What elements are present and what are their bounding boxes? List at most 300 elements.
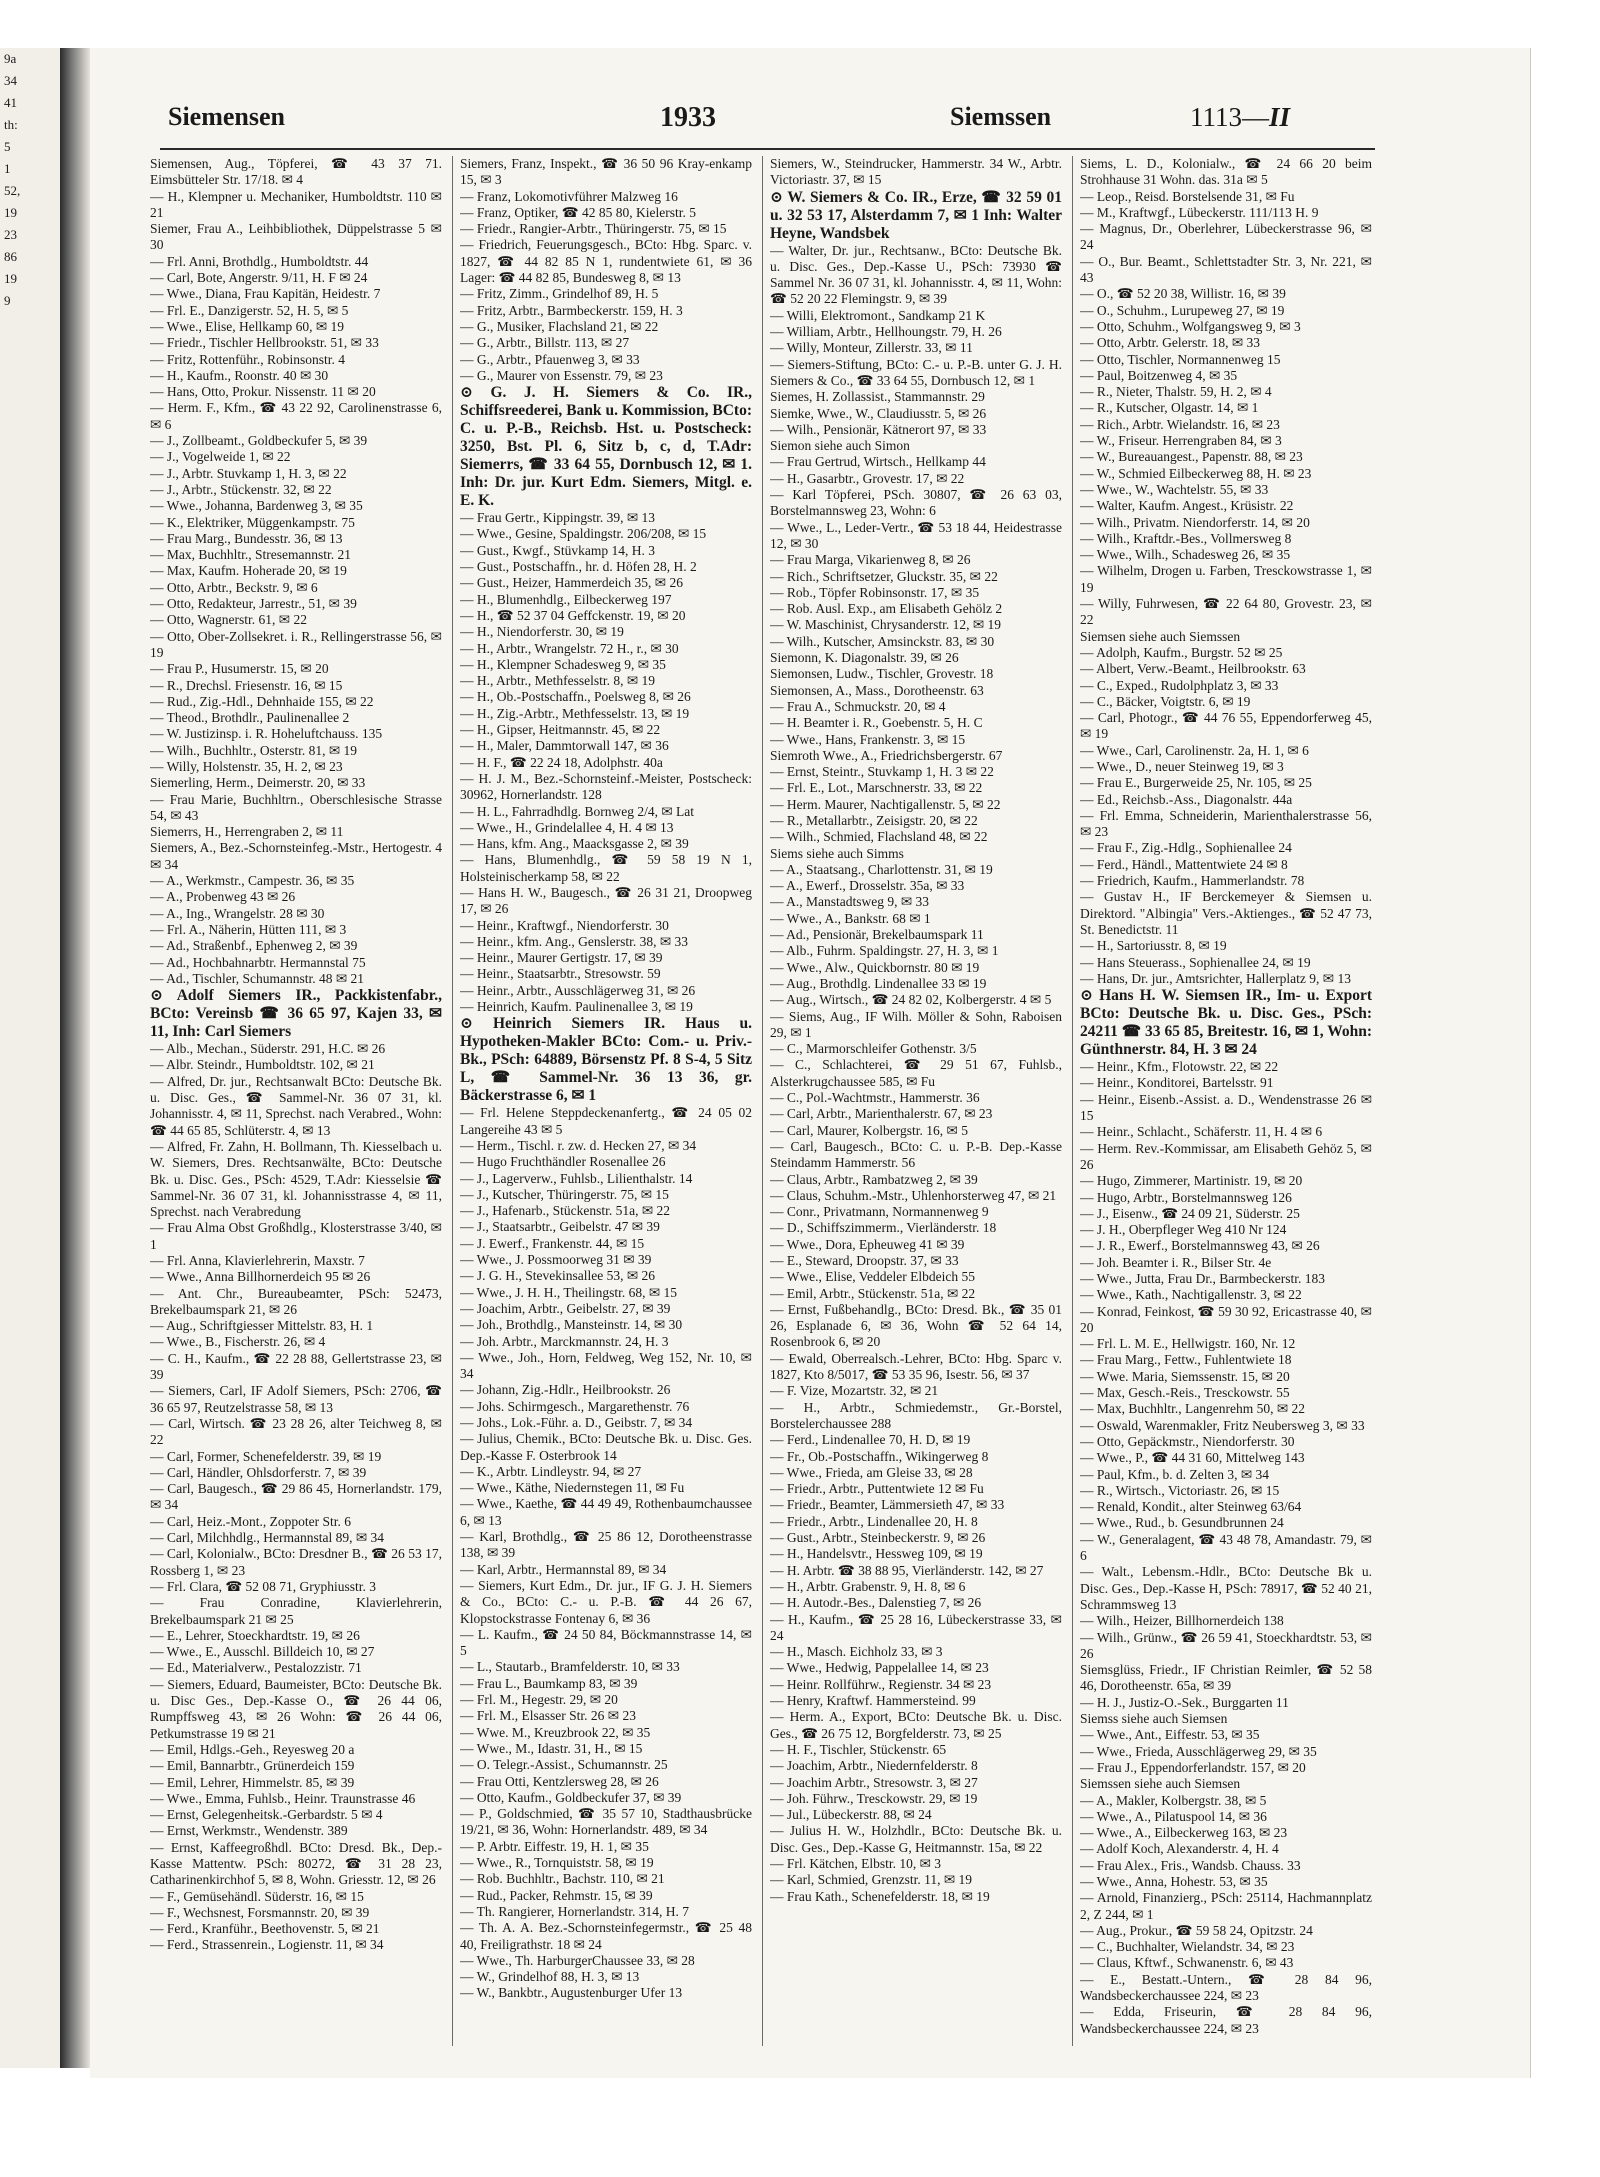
directory-entry: — Fritz, Zimm., Grindelhof 89, H. 5	[460, 286, 659, 302]
directory-entry: — Wwe., Dora, Epheuweg 41 ✉ 39	[770, 1236, 965, 1252]
directory-entry: — Frl. L. M. E., Hellwigstr. 160, Nr. 12	[1080, 1336, 1296, 1352]
directory-entry: — E., Bestatt.-Untern., ☎ 28 84 96, Wandsbeckerchaussee 224, ✉ 23	[1080, 1971, 1372, 2004]
directory-entry: — Wwe., Carl, Carolinenstr. 2a, H. 1, ✉ 6	[1080, 742, 1309, 758]
directory-entry: — Emil, Lehrer, Himmelstr. 85, ✉ 39	[150, 1774, 355, 1790]
directory-entry: — R., Drechsl. Friesenstr. 16, ✉ 15	[150, 677, 343, 693]
directory-entry: — Wwe., Kaethe, ☎ 44 49 49, Rothenbaumchaussee 6, ✉ 13	[460, 1496, 752, 1528]
left-page-fragment: 34	[4, 73, 17, 88]
directory-entry: — Ewald, Oberrealsch.-Lehrer, BCto: Hbg. Sparc v. 1827, Kto 8/5017, ☎ 53 35 96, Isestr. 56, ✉ 37	[770, 1350, 1062, 1383]
directory-entry: — Carl, Photogr., ☎ 44 76 55, Eppendorferweg 45, ✉ 19	[1080, 710, 1372, 742]
directory-entry: — Heinr., kfm. Ang., Genslerstr. 38, ✉ 33	[460, 933, 689, 949]
column-divider	[1072, 156, 1073, 2046]
directory-entry: — Rich., Schriftsetzer, Gluckstr. 35, ✉ 22	[770, 568, 998, 584]
directory-entry: — Fr., Ob.-Postschaffn., Wikingerweg 8	[770, 1448, 989, 1464]
directory-entry: — Carl, Händler, Ohlsdorferstr. 7, ✉ 39	[150, 1464, 367, 1480]
directory-entry: — Alfred, Fr. Zahn, H. Bollmann, Th. Kiesselbach u. W. Siemers, Dres. Rechtsanwälte, BCto: Deutsche Bk. u. Disc. Ges., PSch: 4529, T.Adr: Kiesselsie ☎ Sammel-Nr. 36 07 31, kl. Johannisstrasse 4, ✉ 11, Sprechst. nach Verabredung	[150, 1138, 442, 1220]
directory-entry: Siems, L. D., Kolonialw., ☎ 24 66 20 beim Strohhause 31 Wohn. das. 31a ✉ 5	[1080, 156, 1372, 188]
directory-entry: — Adolph, Kaufm., Burgstr. 52 ✉ 25	[1080, 644, 1283, 660]
directory-entry: — Joachim, Arbtr., Niedernfelderstr. 8	[770, 1758, 978, 1774]
directory-entry: — Ad., Straßenbf., Ephenweg 2, ✉ 39	[150, 938, 358, 954]
column-4	[1080, 156, 1372, 2046]
directory-entry: — Hans, Blumenhdlg., ☎ 59 58 19 N 1, Holsteinischerkamp 58, ✉ 22	[460, 852, 752, 884]
directory-entry: — Conr., Privatmann, Normannenweg 9	[770, 1204, 989, 1220]
directory-entry: — Wwe., Joh., Horn, Feldweg, Weg 152, Nr. 10, ✉ 34	[460, 1349, 752, 1382]
directory-entry: — Wilh., Schmied, Flachsland 48, ✉ 22	[770, 829, 988, 845]
directory-entry: — Wwe., Hedwig, Pappelallee 14, ✉ 23	[770, 1660, 989, 1676]
directory-entry: — Frl. Anna, Klavierlehrerin, Maxstr. 7	[150, 1253, 365, 1268]
directory-entry: — Otto, Gepäckmstr., Niendorferstr. 30	[1080, 1433, 1295, 1449]
directory-entry: — Johann, Zig.-Hdlr., Heilbrookstr. 26	[460, 1382, 671, 1398]
left-page-fragment: 41	[4, 95, 17, 110]
directory-entry: — D., Schiffszimmerm., Vierländerstr. 18	[770, 1220, 997, 1236]
directory-entry: — Frau Alex., Fris., Wandsb. Chauss. 33	[1080, 1857, 1301, 1873]
directory-entry: — H., Arbtr., Wrangelstr. 72 H., r., ✉ 30	[460, 640, 679, 656]
directory-entry: — W., Generalagent, ☎ 43 48 78, Amandastr. 79, ✉ 6	[1080, 1531, 1372, 1564]
directory-entry: — C. H., Kaufm., ☎ 22 28 88, Gellertstrasse 23, ✉ 39	[150, 1350, 442, 1383]
directory-entry: — Claus, Arbtr., Rambatzweg 2, ✉ 39	[770, 1171, 978, 1187]
directory-entry: — F., Gemüsehändl. Süderstr. 16, ✉ 15	[150, 1888, 364, 1904]
directory-entry: — Wwe., Hans, Frankenstr. 3, ✉ 15	[770, 731, 966, 747]
directory-entry: — Heinr., Konditorei, Bartelsstr. 91	[1080, 1075, 1274, 1091]
running-head-left: Siemensen	[168, 102, 285, 131]
directory-entry: — H., Masch. Eichholz 33, ✉ 3	[770, 1644, 943, 1660]
directory-entry: — Friedr., Beamter, Lämmersieth 47, ✉ 33	[770, 1497, 1005, 1513]
directory-entry: — Wwe., Frieda, am Gleise 33, ✉ 28	[770, 1464, 973, 1480]
column-1	[150, 156, 442, 2046]
directory-entry: — Carl, Baugesch., BCto: C. u. P.-B. Dep.-Kasse Steindamm Hammerstr. 56	[770, 1138, 1062, 1171]
directory-entry: — Wwe., A., Pilatuspool 14, ✉ 36	[1080, 1808, 1267, 1824]
directory-entry: — Aug., Prokur., ☎ 59 58 24, Opitzstr. 24	[1080, 1922, 1313, 1938]
directory-entry: — Ad., Hochbahnarbtr. Hermannstal 75	[150, 954, 366, 970]
directory-entry: — Rud., Zig.-Hdl., Dehnhaide 155, ✉ 22	[150, 693, 374, 709]
directory-entry: — Heinr., Schlacht., Schäferstr. 11, H. 4 ✉ 6	[1080, 1124, 1323, 1140]
column-3	[770, 156, 1062, 2046]
directory-entry: — Wwe., Alw., Quickbornstr. 80 ✉ 19	[770, 959, 980, 975]
directory-entry: — R., Nieter, Thalstr. 59, H. 2, ✉ 4	[1080, 384, 1272, 400]
directory-entry: — J. R., Ewerf., Borstelmannsweg 43, ✉ 26	[1080, 1238, 1320, 1254]
directory-entry: — Fritz, Rottenführ., Robinsonstr. 4	[150, 351, 346, 367]
directory-entry: — H., Arbtr., Schmiedemstr., Gr.-Borstel, Borstelerchaussee 288	[770, 1399, 1062, 1431]
directory-entry: — Frau Marie, Buchhltrn., Oberschlesische Strasse 54, ✉ 43	[150, 791, 442, 823]
directory-entry: — Carl, Wirtsch. ☎ 23 28 26, alter Teichweg 8, ✉ 22	[150, 1415, 442, 1448]
directory-entry: — Siemers, Eduard, Baumeister, BCto: Deutsche Bk. u. Disc Ges., Dep.-Kasse O., ☎ 26 44 06, Rumpffsweg 43, ✉ 26 Wohn: ☎ 26 44 06, Petkumstrasse 19 ✉ 21	[150, 1676, 442, 1741]
directory-entry: — J., Eisenw., ☎ 24 09 21, Süderstr. 25	[1080, 1205, 1300, 1221]
directory-entry: — Wwe., Elise, Hellkamp 60, ✉ 19	[150, 318, 345, 334]
directory-entry: — Emil, Bannarbtr., Grünerdeich 159	[150, 1758, 355, 1774]
directory-entry: — Heinr., Staatsarbtr., Stresowstr. 59	[460, 966, 661, 982]
directory-entry: — Frau F., Zig.-Hdlg., Sophienallee 24	[1080, 840, 1292, 856]
directory-entry: — Emil, Hdlgs.-Geh., Reyesweg 20 a	[150, 1741, 355, 1757]
directory-entry: — Johs., Lok.-Führ. a. D., Geibstr. 7, ✉ 34	[460, 1415, 693, 1430]
directory-entry: — Wwe., R., Tornquiststr. 58, ✉ 19	[460, 1855, 654, 1871]
directory-entry: — Rich., Arbtr. Wielandstr. 16, ✉ 23	[1080, 416, 1280, 432]
directory-entry: — H. F., ☎ 22 24 18, Adolphstr. 40a	[460, 754, 663, 770]
running-head-right: Siemssen	[950, 102, 1052, 131]
left-page-fragment: 5	[4, 139, 11, 154]
directory-entry: Siems siehe auch Simms	[770, 845, 904, 861]
directory-entry: — Wwe., P., ☎ 44 31 60, Mittelweg 143	[1080, 1450, 1305, 1466]
directory-entry: — Magnus, Dr., Oberlehrer, Lübeckerstrasse 96, ✉ 24	[1080, 221, 1372, 253]
directory-entry: — Otto, Schuhm., Wolfgangsweg 9, ✉ 3	[1080, 318, 1301, 334]
directory-entry: — Gust., Kwgf., Stüvkamp 14, H. 3	[460, 542, 655, 558]
directory-entry: — Ferd., Strassenrein., Logienstr. 11, ✉ 34	[150, 1937, 384, 1953]
directory-entry: — Frau Gertrud, Wirtsch., Hellkamp 44	[770, 454, 986, 470]
directory-entry: — Ernst, Kaffeegroßhdl. BCto: Dresd. Bk., Dep.-Kasse Mattentw. PSch: 80272, ☎ 31 28 23, Catharinenkirchhof 5, ✉ 8, Wohn. Griesstr. 12, ✉ 26	[150, 1839, 442, 1888]
directory-entry: — M., Kraftwgf., Lübeckerstr. 111/113 H. 9	[1080, 204, 1319, 220]
directory-entry: — W., Grindelhof 88, H. 3, ✉ 13	[460, 1969, 640, 1985]
directory-entry: — H., Arbtr., Methfesselstr. 8, ✉ 19	[460, 673, 656, 689]
directory-entry: — Heinr., Kraftwgf., Niendorferstr. 30	[460, 917, 669, 933]
directory-entry: — J., Hafenarb., Stückenstr. 51a, ✉ 22	[460, 1203, 671, 1219]
directory-entry: — Fritz, Arbtr., Barmbeckerstr. 159, H. 3	[460, 302, 683, 318]
directory-entry: — Siemers, Kurt Edm., Dr. jur., IF G. J. H. Siemers & Co., BCto: C.- u. P.-B. ☎ 44 26 67, Klopstockstrasse Fontenay 6, ✉ 36	[460, 1577, 752, 1626]
directory-entry: — H., Niendorferstr. 30, ✉ 19	[460, 624, 624, 640]
directory-entry: — Ernst, Fußbehandlg., BCto: Dresd. Bk., ☎ 35 01 26, Esplanade 6, ✉ 36, Wohn ☎ 52 64 14, Rosenbrook 6, ✉ 20	[770, 1301, 1062, 1350]
directory-entry: — Wwe., Jutta, Frau Dr., Barmbeckerstr. 183	[1080, 1271, 1325, 1286]
directory-entry: — Heinr., Kfm., Flotowstr. 22, ✉ 22	[1080, 1059, 1279, 1075]
directory-entry: — Wwe., Elise, Veddeler Elbdeich 55	[770, 1269, 975, 1285]
directory-entry: Siemonsen, Ludw., Tischler, Grovestr. 18	[770, 666, 994, 682]
directory-entry: — Karl Töpferei, PSch. 30807, ☎ 26 63 03, Borstelmannsweg 23, Wohn: 6	[770, 487, 1062, 519]
directory-entry: — A., Ing., Wrangelstr. 28 ✉ 30	[150, 905, 325, 921]
directory-entry: — C., Bäcker, Voigtstr. 6, ✉ 19	[1080, 693, 1251, 709]
directory-entry: — C., Schlachterei, ☎ 29 51 67, Fuhlsb., Alsterkrugchaussee 585, ✉ Fu	[770, 1057, 1062, 1089]
left-page-fragment: 86	[4, 249, 17, 264]
directory-entry: Siemon siehe auch Simon	[770, 438, 910, 454]
directory-entry: — Wwe., W., Wachtelstr. 55, ✉ 33	[1080, 481, 1269, 497]
directory-entry: — Frl. E., Danzigerstr. 52, H. 5, ✉ 5	[150, 302, 349, 318]
directory-entry: — Otto, Kaufm., Goldbeckufer 37, ✉ 39	[460, 1789, 682, 1805]
directory-entry: — Wwe. Maria, Siemssenstr. 15, ✉ 20	[1080, 1368, 1290, 1384]
directory-entry: — Hugo, Arbtr., Borstelmannsweg 126	[1080, 1189, 1292, 1205]
directory-entry: — H., ☎ 52 37 04 Geffckenstr. 19, ✉ 20	[460, 607, 686, 623]
directory-entry: — Wilh., Buchhltr., Osterstr. 81, ✉ 19	[150, 742, 358, 758]
directory-entry: — J., Arbtr. Stuvkamp 1, H. 3, ✉ 22	[150, 465, 347, 481]
directory-entry: — O., Bur. Beamt., Schlettstadter Str. 3, Nr. 221, ✉ 43	[1080, 253, 1372, 286]
directory-entry: Siemssen siehe auch Siemsen	[1080, 1776, 1241, 1792]
directory-entry: — Herm. Rev.-Kommissar, am Elisabeth Gehöz 5, ✉ 26	[1080, 1140, 1372, 1172]
directory-entry: — J., Arbtr., Stückenstr. 32, ✉ 22	[150, 481, 332, 497]
directory-entry: — Paul, Boitzenweg 4, ✉ 35	[1080, 367, 1238, 383]
directory-entry: — H. Beamter i. R., Goebenstr. 5, H. C	[770, 715, 983, 731]
directory-entry: — C., Exped., Rudolphplatz 3, ✉ 33	[1080, 677, 1279, 693]
directory-entry: — Aug., Schriftgiesser Mittelstr. 83, H. 1	[150, 1318, 374, 1334]
directory-entry: — Wwe., Wilh., Schadesweg 26, ✉ 35	[1080, 547, 1291, 563]
directory-entry: — Johs. Schirmgesch., Margarethenstr. 76	[460, 1398, 690, 1414]
directory-entry: — Carl, Milchhdlg., Hermannstal 89, ✉ 34	[150, 1530, 385, 1546]
page-number: 1113—II	[1190, 102, 1291, 132]
directory-entry: — H. Autodr.-Bes., Dalenstieg 7, ✉ 26	[770, 1595, 982, 1611]
directory-entry: — Siemers, Carl, IF Adolf Siemers, PSch: 2706, ☎ 36 65 97, Reutzelstrasse 58, ✉ 13	[150, 1383, 442, 1415]
directory-entry: — Paul, Kfm., b. d. Zelten 3, ✉ 34	[1080, 1466, 1270, 1482]
directory-entry: — Frau Marg., Bundesstr. 36, ✉ 13	[150, 530, 343, 546]
directory-entry: — Leop., Reisd. Borstelsende 31, ✉ Fu	[1080, 188, 1295, 204]
column-divider	[762, 156, 763, 2046]
directory-entry: Siemers, Franz, Inspekt., ☎ 36 50 96 Kray-enkamp 15, ✉ 3	[460, 156, 752, 188]
directory-entry: — Wwe., J. H. H., Theilingstr. 68, ✉ 15	[460, 1284, 678, 1300]
directory-entry: — Joh., Brothdlg., Mansteinstr. 14, ✉ 30	[460, 1317, 683, 1333]
directory-entry: — J. G. H., Stevekinsallee 53, ✉ 26	[460, 1268, 656, 1284]
directory-entry: — Rob. Ausl. Exp., am Elisabeth Gehölz 2	[770, 601, 1003, 617]
directory-entry: — William, Arbtr., Hellhoungstr. 79, H. 26	[770, 324, 1002, 340]
directory-entry: — Ad., Tischler, Schumannstr. 48 ✉ 21	[150, 970, 365, 986]
directory-entry: — H., Kaufm., Roonstr. 40 ✉ 30	[150, 367, 329, 383]
directory-entry: — O., Schuhm., Lurupeweg 27, ✉ 19	[1080, 302, 1285, 318]
directory-entry: — Friedr., Rangier-Arbtr., Thüringerstr. 75, ✉ 15	[460, 221, 727, 237]
directory-entry: — H., Blumenhdlg., Eilbeckerweg 197	[460, 591, 672, 607]
directory-entry: — A., Ewerf., Drosselstr. 35a, ✉ 33	[770, 878, 965, 894]
directory-entry: — Karl, Schmied, Grenzstr. 11, ✉ 19	[770, 1872, 973, 1888]
directory-entry: — Heinr., Eisenb.-Assist. a. D., Wendenstrasse 26 ✉ 15	[1080, 1091, 1372, 1124]
directory-entry: Siemerrs, H., Herrengraben 2, ✉ 11	[150, 824, 344, 840]
directory-entry: — F., Wechsnest, Forsmannstr. 20, ✉ 39	[150, 1904, 370, 1920]
directory-entry: — Frau Alma Obst Großhdlg., Klosterstrasse 3/40, ✉ 1	[150, 1220, 442, 1252]
directory-entry: — Joachim Arbtr., Stresowstr. 3, ✉ 27	[770, 1774, 978, 1790]
directory-entry: — Gust., Postschaffn., hr. d. Höfen 28, H. 2	[460, 559, 697, 575]
directory-entry: — Frau E., Burgerweide 25, Nr. 105, ✉ 25	[1080, 775, 1312, 791]
directory-entry: — Ferd., Kranführ., Beethovenstr. 5, ✉ 21	[150, 1921, 380, 1937]
directory-entry: — Wwe., D., neuer Steinweg 19, ✉ 3	[1080, 758, 1284, 774]
directory-entry: — Carl, Arbtr., Marienthalerstr. 67, ✉ 23	[770, 1106, 993, 1122]
directory-entry: — Friedr., Arbtr., Puttentwiete 12 ✉ Fu	[770, 1481, 984, 1497]
directory-entry: — Karl, Arbtr., Hermannstal 89, ✉ 34	[460, 1561, 667, 1577]
directory-entry: — R., Kutscher, Olgastr. 14, ✉ 1	[1080, 400, 1259, 416]
directory-entry: — Karl, Brothdlg., ☎ 25 86 12, Dorotheenstrasse 138, ✉ 39	[460, 1529, 752, 1561]
directory-entry: — Wwe., Gesine, Spaldingstr. 206/208, ✉ 15	[460, 526, 707, 542]
directory-entry: — A., Manstadtsweg 9, ✉ 33	[770, 894, 930, 910]
directory-entry: — G., Arbtr., Billstr. 113, ✉ 27	[460, 335, 630, 351]
directory-entry: Siemensen, Aug., Töpferei, ☎ 43 37 71. Eimsbütteler Str. 17/18. ✉ 4	[150, 156, 442, 188]
directory-entry: — Rud., Packer, Rehmstr. 15, ✉ 39	[460, 1887, 653, 1903]
directory-entry: — Herm., Tischl. r. zw. d. Hecken 27, ✉ 34	[460, 1137, 697, 1153]
directory-entry: — Hans Steuerass., Sophienallee 24, ✉ 19	[1080, 954, 1311, 970]
firm-listing: ⊙ G. J. H. Siemers & Co. IR., Schiffsreederei, Bank u. Kommission, BCto: C. u. P.-B., Reichsb. Hst. u. Postscheck: 3250, Bst. Pl. 6, Sitz b, c, d, T.Adr: Siemerrs, ☎ 33 64 55, Dornbusch 12, ✉ 1. Inh: Dr. jur. Kurt Edm. Siemers, Mitgl. e. E. K.	[460, 384, 752, 510]
directory-entry: — Alfred, Dr. jur., Rechtsanwalt BCto: Deutsche Bk. u. Disc. Ges., ☎ Sammel-Nr. 36 07 31, kl. Johannisstr. 4, ✉ 11, Sprechst. nach Verabred., Wohn: ☎ 44 65 85, Schlüterstr. 4, ✉ 13	[150, 1073, 442, 1138]
directory-entry: — Edda, Friseurin, ☎ 28 84 96, Wandsbeckerchaussee 224, ✉ 23	[1080, 2004, 1372, 2036]
directory-entry: — Willi, Elektromont., Sandkamp 21 K	[770, 307, 986, 323]
directory-entry: — J., Zollbeamt., Goldbeckufer 5, ✉ 39	[150, 433, 368, 449]
directory-entry: — Hans, kfm. Ang., Maacksgasse 2, ✉ 39	[460, 836, 689, 852]
directory-entry: — Julius, Chemik., BCto: Deutsche Bk. u. Disc. Ges. Dep.-Kasse F. Osterbrook 14	[460, 1431, 752, 1463]
directory-entry: — Wilh., Heizer, Billhornerdeich 138	[1080, 1613, 1284, 1629]
directory-entry: — R., Metallarbtr., Zeisigstr. 20, ✉ 22	[770, 812, 978, 828]
directory-entry: — Siems, Aug., IF Wilh. Möller & Sohn, Raboisen 29, ✉ 1	[770, 1008, 1062, 1040]
directory-entry: — Wwe., Th. HarburgerChaussee 33, ✉ 28	[460, 1952, 695, 1968]
directory-entry: — Hans H. W., Baugesch., ☎ 26 31 21, Droopweg 17, ✉ 26	[460, 884, 752, 917]
directory-entry: — H. F., Tischler, Stückenstr. 65	[770, 1741, 947, 1757]
directory-entry: — Konrad, Feinkost, ☎ 59 30 92, Ericastrasse 40, ✉ 20	[1080, 1303, 1372, 1335]
left-page-fragment: 9a	[4, 51, 17, 66]
directory-entry: — A., Probenweg 43 ✉ 26	[150, 889, 296, 905]
directory-entry: — Herm. Maurer, Nachtigallenstr. 5, ✉ 22	[770, 796, 1001, 812]
directory-entry: — K., Arbtr. Lindleystr. 94, ✉ 27	[460, 1463, 642, 1479]
directory-entry: — Frau Marg., Fettw., Fuhlentwiete 18	[1080, 1352, 1292, 1368]
directory-entry: — Carl, Bote, Angerstr. 9/11, H. F ✉ 24	[150, 270, 368, 286]
directory-entry: — H., Maler, Dammtorwall 147, ✉ 36	[460, 738, 669, 754]
directory-entry: — Siemers-Stiftung, BCto: C.- u. P.-B. unter G. J. H. Siemers & Co., ☎ 33 64 55, Dornbusch 12, ✉ 1	[770, 356, 1062, 388]
directory-entry: — Wwe., H., Grindelallee 4, H. 4 ✉ 13	[460, 819, 674, 835]
directory-entry: — Wwe., E., Ausschl. Billdeich 10, ✉ 27	[150, 1644, 375, 1660]
directory-entry: — Max, Buchhltr., Langenrehm 50, ✉ 22	[1080, 1401, 1306, 1417]
directory-entry: — Th. A. A. Bez.-Schornsteinfegermstr., ☎ 25 48 40, Freiligrathstr. 18 ✉ 24	[460, 1920, 752, 1952]
directory-entry: — Wilh., Kutscher, Amsinckstr. 83, ✉ 30	[770, 633, 995, 649]
directory-entry: — Wwe., Frieda, Ausschlägerweg 29, ✉ 35	[1080, 1743, 1317, 1759]
directory-entry: — A., Makler, Kolbergstr. 38, ✉ 5	[1080, 1792, 1267, 1808]
directory-entry: — Carl, Baugesch., ☎ 29 86 45, Hornerlandstr. 179, ✉ 34	[150, 1481, 442, 1513]
directory-entry: — W. Justizinsp. i. R. Hoheluftchauss. 135	[150, 726, 383, 742]
directory-entry: — Heinr., Maurer Gertigstr. 17, ✉ 39	[460, 950, 663, 966]
left-page-fragment: 52,	[4, 183, 21, 198]
directory-entry: — Wwe., J. Possmoorweg 31 ✉ 39	[460, 1252, 652, 1268]
directory-entry: — Willy, Fuhrwesen, ☎ 22 64 80, Grovestr. 23, ✉ 22	[1080, 596, 1372, 628]
directory-entry: — J., Vogelweide 1, ✉ 22	[150, 449, 291, 465]
directory-entry: — Friedr., Tischler Hellbrookstr. 51, ✉ 33	[150, 335, 379, 351]
directory-entry: — Willy, Monteur, Zillerstr. 33, ✉ 11	[770, 340, 973, 356]
directory-entry: — Claus, Kftwf., Schwanenstr. 6, ✉ 43	[1080, 1955, 1294, 1971]
directory-entry: — Franz, Optiker, ☎ 42 85 80, Kielerstr. 5	[460, 204, 696, 220]
directory-entry: — H. Arbtr. ☎ 38 88 95, Vierländerstr. 142, ✉ 27	[770, 1562, 1044, 1578]
directory-entry: — H., Kaufm., ☎ 25 28 16, Lübeckerstrasse 33, ✉ 24	[770, 1611, 1062, 1643]
directory-entry: — Franz, Lokomotivführer Malzweg 16	[460, 188, 678, 204]
directory-entry: — H., Gasarbtr., Grovestr. 17, ✉ 22	[770, 470, 965, 486]
column-2	[460, 156, 752, 2046]
directory-entry: — Hugo Fruchthändler Rosenallee 26	[460, 1154, 666, 1170]
directory-entry: — Ernst, Gelegenheitsk.-Gerbardstr. 5 ✉ 4	[150, 1807, 383, 1823]
directory-entry: — Frl. Emma, Schneiderin, Marienthalerstrasse 56, ✉ 23	[1080, 807, 1372, 840]
directory-entry: — G., Musiker, Flachsland 21, ✉ 22	[460, 318, 659, 334]
directory-entry: — Wilh., Privatm. Niendorferstr. 14, ✉ 20	[1080, 514, 1310, 530]
directory-entry: Siemes, H. Zollassist., Stammannstr. 29	[770, 389, 985, 405]
directory-entry: — Hans, Otto, Prokur. Nissenstr. 11 ✉ 20	[150, 384, 376, 400]
directory-entry: — K., Elektriker, Müggenkampstr. 75	[150, 514, 355, 530]
directory-entry: — J. H., Oberpfleger Weg 410 Nr 124	[1080, 1222, 1287, 1238]
directory-entry: — Adolf Koch, Alexanderstr. 4, H. 4	[1080, 1841, 1279, 1857]
directory-entry: — H., Ob.-Postschaffn., Poelsweg 8, ✉ 26	[460, 689, 691, 705]
directory-entry: — Wwe., M., Idastr. 31, H., ✉ 15	[460, 1740, 643, 1756]
page-year: 1933	[660, 102, 716, 133]
directory-entry: — Walt., Lebensm.-Hdlr., BCto: Deutsche Bk u. Disc. Ges., Dep.-Kasse H, PSch: 78917, ☎ 52 40 21, Schrammsweg 13	[1080, 1564, 1372, 1612]
directory-entry: — Frau Otti, Kentzlersweg 28, ✉ 26	[460, 1773, 659, 1789]
directory-entry: — Walter, Kaufm. Angest., Krüsistr. 22	[1080, 498, 1294, 514]
directory-entry: — Frl. Clara, ☎ 52 08 71, Gryphiusstr. 3	[150, 1578, 377, 1594]
directory-entry: — Wwe., Anna Billhornerdeich 95 ✉ 26	[150, 1269, 371, 1285]
directory-entry: Siemonsen, A., Mass., Dorotheenstr. 63	[770, 682, 984, 698]
firm-listing: ⊙ Adolf Siemers IR., Packkistenfabr., BCto: Vereinsb ☎ 36 65 97, Kajen 33, ✉ 11, Inh: Carl Siemers	[150, 987, 442, 1041]
directory-entry: — Wwe., Rud., b. Gesundbrunnen 24	[1080, 1515, 1284, 1531]
directory-entry: — Otto, Arbtr., Beckstr. 9, ✉ 6	[150, 579, 318, 595]
directory-entry: — H. J. M., Bez.-Schornsteinf.-Meister, Postscheck: 30962, Hornerlandstr. 128	[460, 770, 752, 803]
directory-entry: — G., Maurer von Essenstr. 79, ✉ 23	[460, 367, 663, 383]
directory-entry: — Carl, Kolonialw., BCto: Dresdner B., ☎ 26 53 17, Rossberg 1, ✉ 23	[150, 1546, 442, 1578]
directory-entry: — Wwe., Anna, Hohestr. 53, ✉ 35	[1080, 1873, 1268, 1889]
left-page-fragment: 19	[4, 271, 17, 286]
directory-entry: — J., Kutscher, Thüringerstr. 75, ✉ 15	[460, 1186, 669, 1202]
directory-entry: — Aug., Brothdlg. Lindenallee 33 ✉ 19	[770, 975, 987, 991]
directory-entry: — Herm. A., Export, BCto: Deutsche Bk. u. Disc. Ges., ☎ 26 75 12, Borgfelderstr. 73, ✉ 25	[770, 1709, 1062, 1741]
left-page-fragment: 19	[4, 205, 17, 220]
directory-entry: — H., Handelsvtr., Hessweg 109, ✉ 19	[770, 1546, 983, 1562]
directory-entry: — E., Steward, Droopstr. 37, ✉ 33	[770, 1253, 959, 1268]
directory-entry: — Friedr., Arbtr., Lindenallee 20, H. 8	[770, 1513, 978, 1529]
directory-entry: — Carl, Heiz.-Mont., Zoppoter Str. 6	[150, 1513, 351, 1529]
directory-entry: — Willy, Holstenstr. 35, H. 2, ✉ 23	[150, 758, 343, 774]
directory-entry: — Henry, Kraftwf. Hammersteind. 99	[770, 1693, 976, 1709]
directory-entry: — H. J., Justiz-O.-Sek., Burggarten 11	[1080, 1694, 1289, 1710]
directory-entry: — Otto, Wagnerstr. 61, ✉ 22	[150, 612, 307, 628]
directory-entry: — H., Klempner u. Mechaniker, Humboldtstr. 110 ✉ 21	[150, 188, 442, 220]
left-page-fragment: 1	[4, 161, 11, 176]
directory-entry: — Gust., Arbtr., Steinbeckerstr. 9, ✉ 26	[770, 1530, 986, 1546]
directory-entry: — Herm. F., Kfm., ☎ 43 22 92, Carolinenstrasse 6, ✉ 6	[150, 400, 442, 432]
directory-entry: — H. L., Fahrradhdlg. Bornweg 2/4, ✉ Lat	[460, 803, 695, 819]
directory-entry: — W., Bureauangest., Papenstr. 88, ✉ 23	[1080, 449, 1303, 465]
header-rule	[160, 148, 1375, 150]
directory-entry: Siemke, Wwe., W., Claudiusstr. 5, ✉ 26	[770, 405, 987, 421]
directory-entry: — Wilh., Kraftdr.-Bes., Vollmersweg 8	[1080, 530, 1292, 546]
book-gutter	[60, 48, 90, 2068]
directory-entry: — Frau Kath., Schenefelderstr. 18, ✉ 19	[770, 1888, 990, 1904]
directory-entry: — C., Marmorschleifer Gothenstr. 3/5	[770, 1041, 977, 1057]
directory-entry: — Wwe., Emma, Fuhlsb., Heinr. Traunstrasse 46	[150, 1790, 416, 1806]
directory-entry: — Joh. Beamter i. R., Bilser Str. 4e	[1080, 1254, 1272, 1270]
directory-entry: — Albr. Steindr., Humboldtstr. 102, ✉ 21	[150, 1057, 375, 1073]
directory-entry: — H., Arbtr. Grabenstr. 9, H. 8, ✉ 6	[770, 1578, 966, 1594]
firm-listing: ⊙ Hans H. W. Siemsen IR., Im- u. Export BCto: Deutsche Bk. u. Disc. Ges., PSch: 24211 ☎ 33 65 85, Breitestr. 16, ✉ 1, Wohn: Günthnerstr. 84, H. 3 ✉ 24	[1080, 987, 1372, 1059]
directory-entry: — Frl. Kätchen, Elbstr. 10, ✉ 3	[770, 1855, 942, 1871]
column-divider	[452, 156, 453, 2046]
directory-entry: — Otto, Tischler, Normannenweg 15	[1080, 351, 1281, 367]
directory-entry: — Walter, Dr. jur., Rechtsanw., BCto: Deutsche Bk. u. Disc. Ges., Dep.-Kasse U., PSch: 73930 ☎ Sammel Nr. 36 07 31, kl. Johannisstr. 4, ✉ 11, Wohn: ☎ 52 20 22 Flemingstr. 9, ✉ 39	[770, 242, 1062, 307]
directory-entry: — H., Klempner Schadesweg 9, ✉ 35	[460, 656, 666, 672]
directory-entry: — F. Vize, Mozartstr. 32, ✉ 21	[770, 1383, 939, 1399]
directory-entry: — Ferd., Händl., Mattentwiete 24 ✉ 8	[1080, 856, 1288, 872]
directory-entry: — Frau J., Eppendorferlandstr. 157, ✉ 20	[1080, 1759, 1306, 1775]
directory-entry: Siemer, Frau A., Leihbibliothek, Düppelstrasse 5 ✉ 30	[150, 221, 442, 253]
directory-entry: — Gust., Heizer, Hammerdeich 35, ✉ 26	[460, 575, 683, 591]
directory-entry: — Wilh., Pensionär, Kätnerort 97, ✉ 33	[770, 421, 987, 437]
directory-entry: — Frau Marga, Vikarienweg 8, ✉ 26	[770, 552, 971, 568]
directory-entry: — Ed., Materialverw., Pestalozzistr. 71	[150, 1660, 362, 1676]
directory-columns	[150, 156, 1380, 2056]
directory-entry: — Friedrich, Kaufm., Hammerlandstr. 78	[1080, 873, 1305, 889]
directory-entry: — Aug., Wirtsch., ☎ 24 82 02, Kolbergerstr. 4 ✉ 5	[770, 992, 1052, 1008]
directory-entry: — Claus, Schuhm.-Mstr., Uhlenhorsterweg 47, ✉ 21	[770, 1187, 1057, 1203]
directory-entry: Siemonn, K. Diagonalstr. 39, ✉ 26	[770, 650, 959, 666]
directory-entry: — Frl. M., Hegestr. 29, ✉ 20	[460, 1692, 618, 1708]
directory-entry: — Rob. Buchhltr., Bachstr. 110, ✉ 21	[460, 1871, 665, 1887]
directory-entry: — C., Buchhalter, Wielandstr. 34, ✉ 23	[1080, 1939, 1295, 1955]
directory-entry: — Wilhelm, Drogen u. Farben, Tresckowstrasse 1, ✉ 19	[1080, 563, 1372, 595]
directory-entry: — Th. Rangierer, Hornerlandstr. 314, H. 7	[460, 1903, 690, 1919]
directory-entry: — J., Lagerverw., Fuhlsb., Lilienthalstr. 14	[460, 1170, 693, 1186]
directory-entry: — Wilh., Grünw., ☎ 26 59 41, Stoeckhardtstr. 53, ✉ 26	[1080, 1629, 1372, 1661]
directory-entry: — Wwe., Ant., Eiffestr. 53, ✉ 35	[1080, 1727, 1260, 1743]
directory-entry: — Ernst, Werkmstr., Wendenstr. 389	[150, 1823, 348, 1839]
directory-entry: Siemroth Wwe., A., Friedrichsbergerstr. 67	[770, 747, 1003, 763]
directory-entry: — Wwe., Kath., Nachtigallenstr. 3, ✉ 22	[1080, 1287, 1302, 1303]
directory-entry: — Otto, Arbtr. Gelerstr. 18, ✉ 33	[1080, 335, 1261, 351]
directory-entry: — C., Pol.-Wachtmstr., Hammerstr. 36	[770, 1090, 980, 1106]
directory-entry: — Rob., Töpfer Robinsonstr. 17, ✉ 35	[770, 584, 980, 600]
page-header	[50, 102, 1420, 142]
directory-entry: — Arnold, Finanzierg., PSch: 25114, Hachmannplatz 2, Z 244, ✉ 1	[1080, 1890, 1372, 1922]
directory-entry: — Ant. Chr., Bureaubeamter, PSch: 52473, Brekelbaumspark 21, ✉ 26	[150, 1285, 442, 1317]
directory-entry: — H., Zig.-Arbtr., Methfesselstr. 13, ✉ 19	[460, 705, 690, 721]
directory-entry: — Wwe., A., Bankstr. 68 ✉ 1	[770, 910, 931, 926]
directory-entry: — H., Sartoriusstr. 8, ✉ 19	[1080, 938, 1227, 954]
directory-entry: — W. Maschinist, Chrysanderstr. 12, ✉ 19	[770, 617, 1002, 633]
firm-listing: ⊙ Heinrich Siemers IR. Haus u. Hypotheken-Makler BCto: Com.- u. Priv.-Bk., PSch: 64889, Börsenstz Pf. 8 S-4, 5 Sitz L, ☎ Sammel-Nr. 36 13 36, gr. Bäckerstrasse 6, ✉ 1	[460, 1015, 752, 1105]
